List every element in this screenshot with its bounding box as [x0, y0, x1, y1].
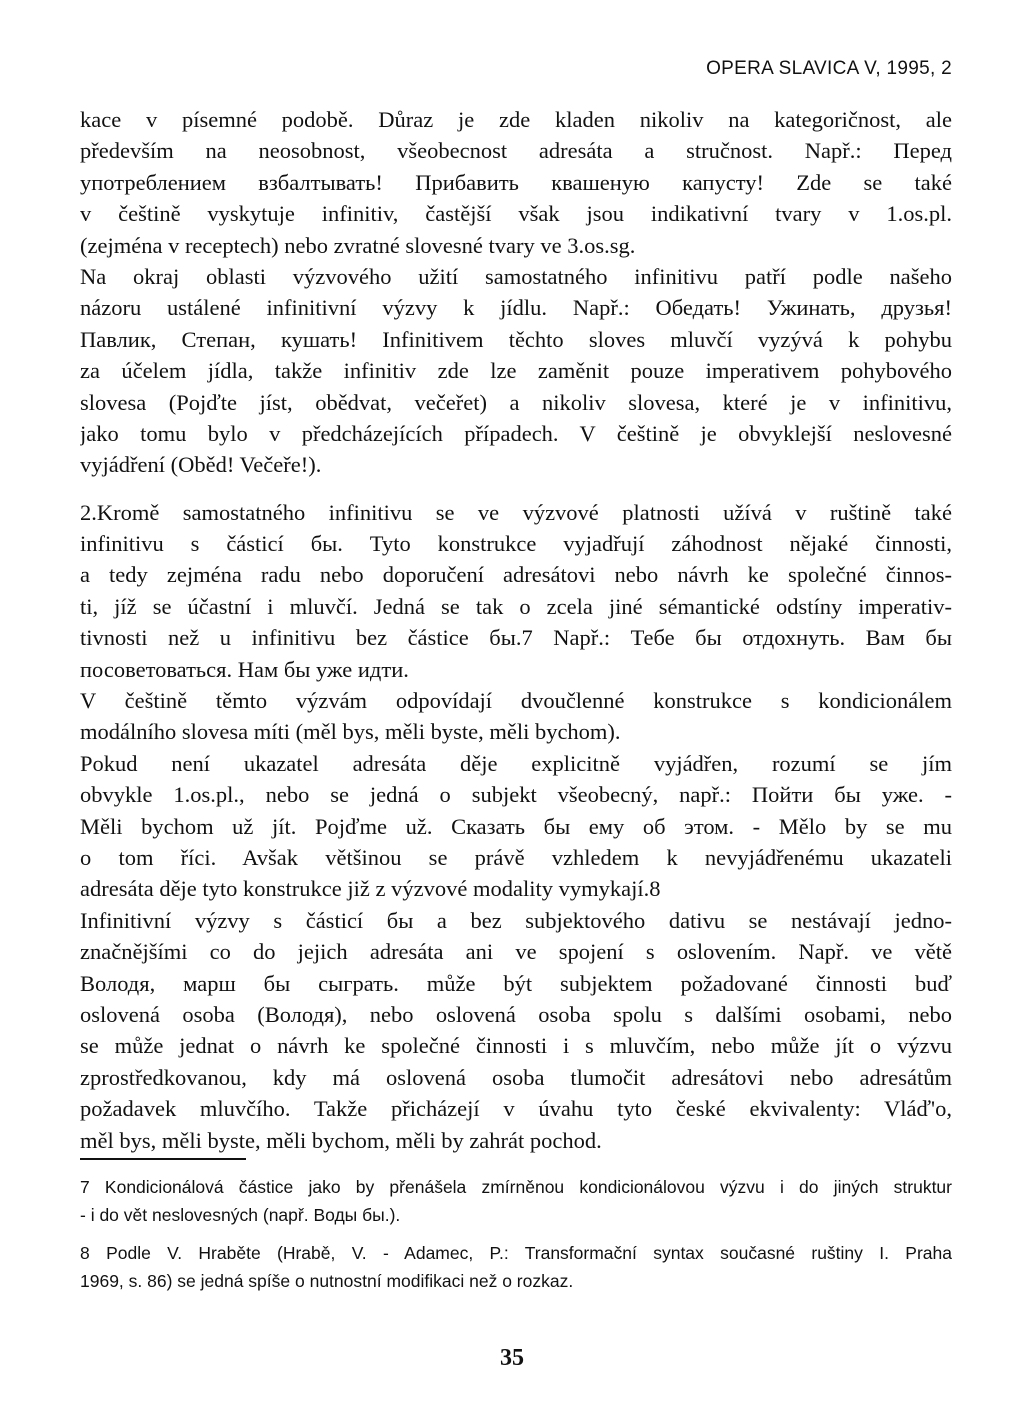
footnote-divider — [80, 1158, 246, 1160]
running-header: OPERA SLAVICA V, 1995, 2 — [706, 58, 952, 79]
footnotes — [80, 1173, 952, 1295]
footnote-line: 1969, s. 86) se jedná spíše o nutnostní modifikaci než o rozkaz. — [80, 1271, 574, 1291]
text-line: za účelem jídla, takže infinitiv zde lze zaměnit pouze imperativem pohybového — [80, 358, 952, 384]
text-line: zprostředkovanou, kdy má oslovená osoba tlumočit adresátovi nebo adresátům — [80, 1064, 952, 1090]
text-line: Infinitivní výzvy s částicí бы a bez subjektového dativu se nestávají jedno- — [80, 907, 952, 933]
text-line: názoru ustálené infinitivní výzvy k jídlu. Např.: Обедать! Ужинать, друзья! — [80, 295, 952, 321]
text-line: adresáta děje tyto konstrukce již z výzvové modality vymykají.8 — [80, 876, 661, 902]
text-line: značnějšími co do jejich adresáta ani ve spojení s oslovením. Např. ve větě — [80, 939, 952, 965]
text-line: 2.Kromě samostatného infinitivu se ve výzvové platnosti užívá v ruštině také — [80, 499, 952, 525]
text-line: kace v písemné podobě. Důraz je zde kladen nikoliv na kategoričnost, ale — [80, 107, 952, 132]
text-line: tivnosti než u infinitivu bez částice бы.7 Např.: Тебе бы отдохнуть. Вам бы — [80, 625, 952, 651]
text-line: vyjádření (Oběd! Večeře!). — [80, 452, 322, 478]
text-line: a tedy zejména radu nebo doporučení adresátovi nebo návrh ke společné činnos- — [80, 562, 952, 588]
text-line: употреблением взбалтывать! Прибавить квашеную капусту! Zde se také — [80, 169, 952, 195]
footnote-line: - i do vět neslovesných (např. Воды бы.). — [80, 1205, 401, 1225]
page-number: 35 — [500, 1345, 524, 1371]
text-line: V češtině těmto výzvám odpovídají dvoučlenné konstrukce s kondicionálem — [80, 688, 952, 714]
text-line: посоветоваться. Нам бы уже идти. — [80, 656, 409, 682]
text-line: slovesa (Pojďte jíst, obědvat, večeřet) a nikoliv slovesa, které je v infinitivu, — [80, 389, 952, 415]
text-line: měl bys, měli byste, měli bychom, měli by zahrát pochod. — [80, 1127, 602, 1153]
footnote-line: 8 Podle V. Hraběte (Hrabě, V. - Adamec, P.: Transformační syntax současné ruštiny I. Praha — [80, 1243, 952, 1263]
text-line: jako tomu bylo v předcházejících případech. V češtině je obvyklejší neslovesné — [80, 420, 952, 446]
text-line: v češtině vyskytuje infinitiv, častější však jsou indikativní tvary v 1.os.pl. — [80, 201, 952, 227]
text-line: Pokud není ukazatel adresáta děje explicitně vyjádřen, rozumí se jím — [80, 750, 952, 776]
text-line: Павлик, Степан, кушать! Infinitivem těchto sloves mluvčí vyzývá k pohybu — [80, 326, 952, 352]
text-line: infinitivu s částicí бы. Tyto konstrukce vyjadřují záhodnost nějaké činnosti, — [80, 531, 952, 557]
text-line: obvykle 1.os.pl., nebo se jedná o subjekt všeobecný, např.: Пойти бы уже. - — [80, 782, 952, 808]
body-text — [80, 104, 952, 1156]
text-line: se může jednat o návrh ke společné činnosti i s mluvčím, nebo může jít o výzvu — [80, 1033, 952, 1059]
text-line: modálního slovesa míti (měl bys, měli byste, měli bychom). — [80, 719, 621, 745]
text-line: požadavek mluvčího. Takže přicházejí v úvahu tyto české ekvivalenty: Vláď'o, — [80, 1096, 952, 1122]
footnote-line: 7 Kondicionálová částice jako by přenášela zmírněnou kondicionálovou výzvu i do jiných struktur — [80, 1177, 952, 1197]
text-line: o tom říci. Avšak většinou se právě vzhledem k nevyjádřenému ukazateli — [80, 844, 952, 870]
text-line: (zejména v receptech) nebo zvratné slovesné tvary ve 3.os.sg. — [80, 232, 636, 258]
text-line: Володя, марш бы сыграть. může být subjektem požadované činnosti buď — [80, 970, 952, 996]
text-line: ti, jíž se účastní i mluvčí. Jedná se tak o zcela jiné sémantické odstíny imperativ- — [80, 593, 952, 619]
text-line: Měli bychom už jít. Pojďme už. Сказать бы ему об этом. - Mělo by se mu — [80, 813, 952, 839]
text-line: oslovená osoba (Володя), nebo oslovená osoba spolu s dalšími osobami, nebo — [80, 1001, 952, 1027]
text-line: především na neosobnost, všeobecnost adresáta a stručnost. Např.: Перед — [80, 138, 952, 164]
text-line: Na okraj oblasti výzvového užití samostatného infinitivu patří podle našeho — [80, 263, 952, 289]
